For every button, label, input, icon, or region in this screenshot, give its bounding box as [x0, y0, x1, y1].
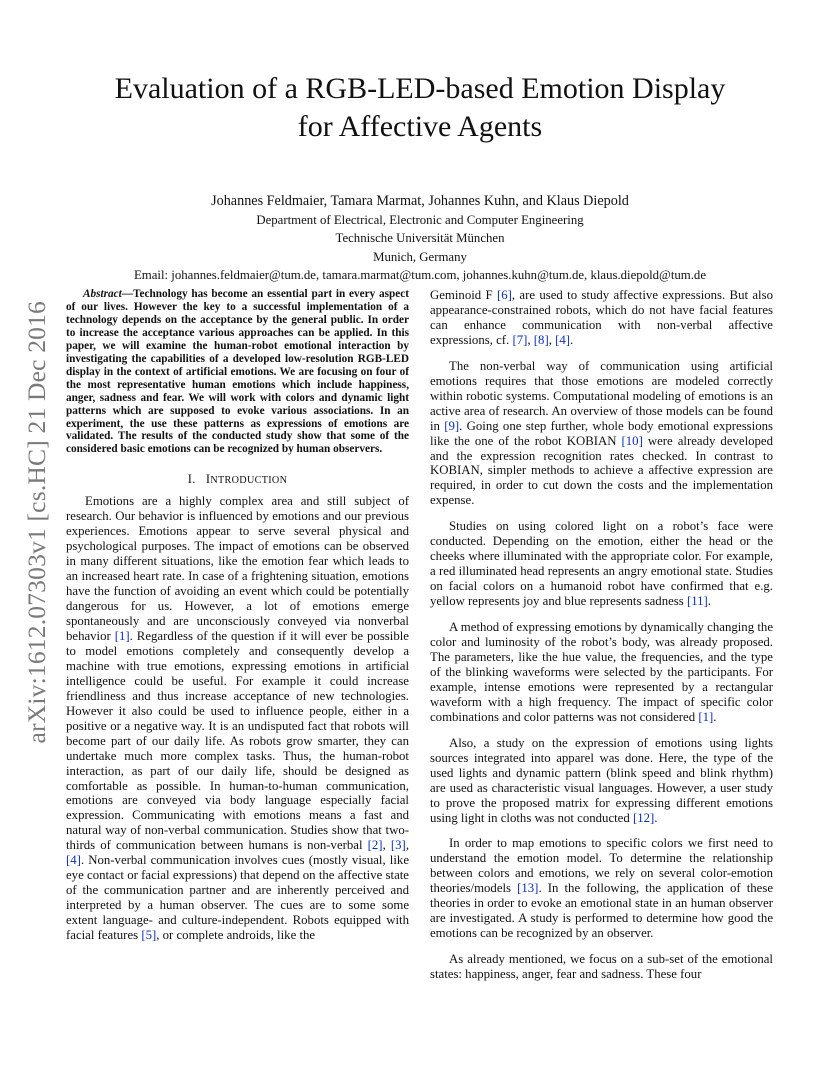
paragraph-text: As already mentioned, we focus on a sub-set of the emotional states: happiness, anger, fear and sadness. These four — [430, 952, 773, 982]
title-line-2: for Affective Agents — [297, 110, 543, 143]
paragraph-text: . In the following, the application of these theories in order to evoke an emotional state in an human observer are investigated. A study is performed to determine how good the emotions can be recognized by an observer. — [430, 881, 773, 941]
section-number: I. — [187, 472, 196, 487]
citation-link[interactable]: [13] — [517, 881, 539, 896]
body-paragraph — [430, 736, 773, 826]
affiliation-emails: Email: johannes.feldmaier@tum.de, tamara.marmat@tum.com, johannes.kuhn@tum.de, klaus.diepold@tum.de — [133, 268, 707, 283]
section-heading-introduction — [66, 472, 409, 487]
author-block — [60, 192, 780, 285]
paragraph-text: In order to map emotions to specific colors we first need to understand the emotion model. To determine the relationship between colors and emotions, we rely on several color-emotion theories/models — [430, 836, 773, 896]
body-paragraph — [430, 836, 773, 941]
body-paragraph — [430, 620, 773, 725]
citation-link[interactable]: [11] — [686, 594, 708, 609]
body-paragraph — [430, 288, 773, 348]
left-body-text — [66, 494, 409, 943]
affiliation-department: Department of Electrical, Electronic and Computer Engineering — [256, 213, 584, 227]
paragraph-text: Emotions are a highly complex area and still subject of research. Our behavior is influenced by emotions and our previous experiences. Emotions appear to serve several physical and psychological purposes. The impact of emotions can be observed in many different situations, like the emotion fear which leads to an increased heart rate. In case of a frightening situation, emotions have the function of avoiding an event which could be potentially dangerous for us. However, a lot of emotions emerge spontaneously and are unconsciously conveyed via nonverbal behavior — [66, 494, 409, 643]
citation-link[interactable]: [3] — [390, 838, 406, 853]
citation-link[interactable]: [9] — [444, 418, 460, 433]
paragraph-text: . Non-verbal communication involves cues (mostly visual, like eye contact or facial expressions) that depend on the affective state of the communication partner and are inherently perceived and interpreted by a human observer. The cues are to some some extent language- and culture-independent. Robots equipped with facial features — [66, 853, 409, 943]
abstract-label: Abstract — [83, 288, 122, 300]
author-names: Johannes Feldmaier, Tamara Marmat, Johannes Kuhn, and Klaus Diepold — [211, 193, 629, 209]
section-title-initial: I — [205, 472, 211, 487]
paragraph-text: , — [382, 838, 391, 853]
citation-link[interactable]: [4] — [66, 853, 81, 868]
citation-link[interactable]: [1] — [698, 709, 714, 724]
paragraph-text: Geminoid F — [430, 288, 497, 302]
right-body-text — [430, 288, 773, 982]
body-paragraph — [430, 952, 773, 982]
citation-link[interactable]: [4] — [555, 332, 571, 347]
paragraph-text: . — [713, 709, 717, 724]
citation-link[interactable]: [6] — [496, 288, 512, 302]
abstract-text: —Technology has become an essential part in every aspect of our lives. However the key to a successful implementation of a technology depends on the acceptance by the general public. In order to increase the acceptance various approaches can be applied. In this paper, we will examine the human-robot emotional interaction by investigating the capabilities of a developed low-resolution RGB-LED display in the context of artificial emotions. We are focusing on four of the most representative human emotions which include happiness, anger, sadness and fear. We will work with colors and dynamic light patterns which are supposed to evoke various associations. In an experiment, the use these patterns as expressions of emotions are validated. The results of the conducted study show that some of the considered basic emotions can be recognized by human observers. — [66, 288, 409, 456]
body-paragraph — [430, 519, 773, 609]
paragraph-text: . Going one step further, whole body emotional expressions like the one of the robot KOBIAN — [430, 418, 773, 448]
paragraph-text: A method of expressing emotions by dynamically changing the color and luminosity of the robot’s body, was already proposed. The parameters, like the hue value, the frequencies, and the type of the blinking waveforms were selected by the participants. For example, intense emotions were represented by a rectangular waveform with a high frequency. The impact of specific color combinations and color patterns was not considered — [430, 620, 773, 724]
paragraph-text: . — [570, 332, 574, 347]
paragraph-text: , or complete androids, like the — [156, 928, 316, 943]
section-title-rest: NTRODUCTION — [210, 475, 288, 487]
paragraph-text: . — [707, 594, 711, 609]
citation-link[interactable]: [1] — [114, 628, 130, 643]
abstract — [66, 288, 409, 456]
paragraph-text: . — [654, 810, 658, 825]
arxiv-stamp — [20, 285, 54, 760]
left-column — [66, 288, 409, 943]
right-column — [430, 288, 773, 993]
paragraph-text: , — [548, 332, 556, 347]
citation-link[interactable]: [8] — [533, 332, 549, 347]
affiliation-city: Munich, Germany — [373, 249, 467, 264]
title-line-1: Evaluation of a RGB-LED-based Emotion Display — [114, 72, 726, 105]
paragraph-text: The non-verbal way of communication using artificial emotions requires that those emotions are modeled correctly within robotic systems. Computational modeling of emotions is an active area of research. An overview of those models can be found in — [430, 358, 773, 433]
citation-link[interactable]: [10] — [621, 433, 643, 448]
citation-link[interactable]: [12] — [632, 810, 655, 825]
paragraph-text: were already developed and the expression recognition rates checked. In contrast to KOBIAN, simpler methods to achieve a affective expression are required, in order to cut down the costs and the implementation expense. — [430, 433, 774, 508]
paragraph-text: . Regardless of the question if it will ever be possible to model emotions completely and consequently develop a machine with true emotions, expressing emotions in artificial intelligence could be useful. For example it could increase friendliness and thus increase acceptance of new technologies. However it also could be used to influence people, either in a positive or a negative way. It is an undisputed fact that robots will become part of our daily life. As robots grow smarter, they can undertake much more complex tasks. Thus, the human-robot interaction, as part of our daily life, should be designed as comfortable as possible. In human-to-human communication, emotions are conveyed via body language especially facial expression. Communicating with emotions means a fast and natural way of non-verbal communication. Studies show that two-thirds of communication between humans is non-verbal — [66, 628, 409, 853]
paragraph-text: Also, a study on the expression of emotions using lights sources integrated into apparel was done. Here, the type of the used lights and dynamic pattern (blink speed and blink rhythm) are used as characteristic visual languages. However, a user study to prove the proposed matrix for expressing different emotions using light in cloths was not conducted — [430, 735, 773, 825]
paragraph-text: Studies on using colored light on a robot’s face were conducted. Depending on the emotion, either the head or the cheeks where illuminated with the appropriate color. For example, a red illuminated head represents an angry emotional state. Studies on facial colors on a humanoid robot have confirmed that e.g. yellow represents joy and blue represents sadness — [430, 519, 773, 609]
citation-link[interactable]: [7] — [512, 332, 528, 347]
citation-link[interactable]: [5] — [141, 928, 157, 943]
arxiv-stamp-text: arXiv:1612.07303v1 [cs.HC] 21 Dec 2016 — [22, 301, 51, 744]
affiliation-university: Technische Universität München — [335, 231, 505, 246]
body-paragraph — [430, 359, 773, 509]
paper-title — [60, 70, 780, 146]
paragraph-text: , are used to study affective expressions. But also appearance-constrained robots, which do not have facial features can enhance communication with non-verbal affective expressions, cf. — [430, 288, 773, 347]
paragraph-text: , — [405, 838, 410, 853]
paragraph-text: , — [527, 332, 534, 347]
citation-link[interactable]: [2] — [367, 838, 383, 853]
body-paragraph — [66, 494, 409, 943]
